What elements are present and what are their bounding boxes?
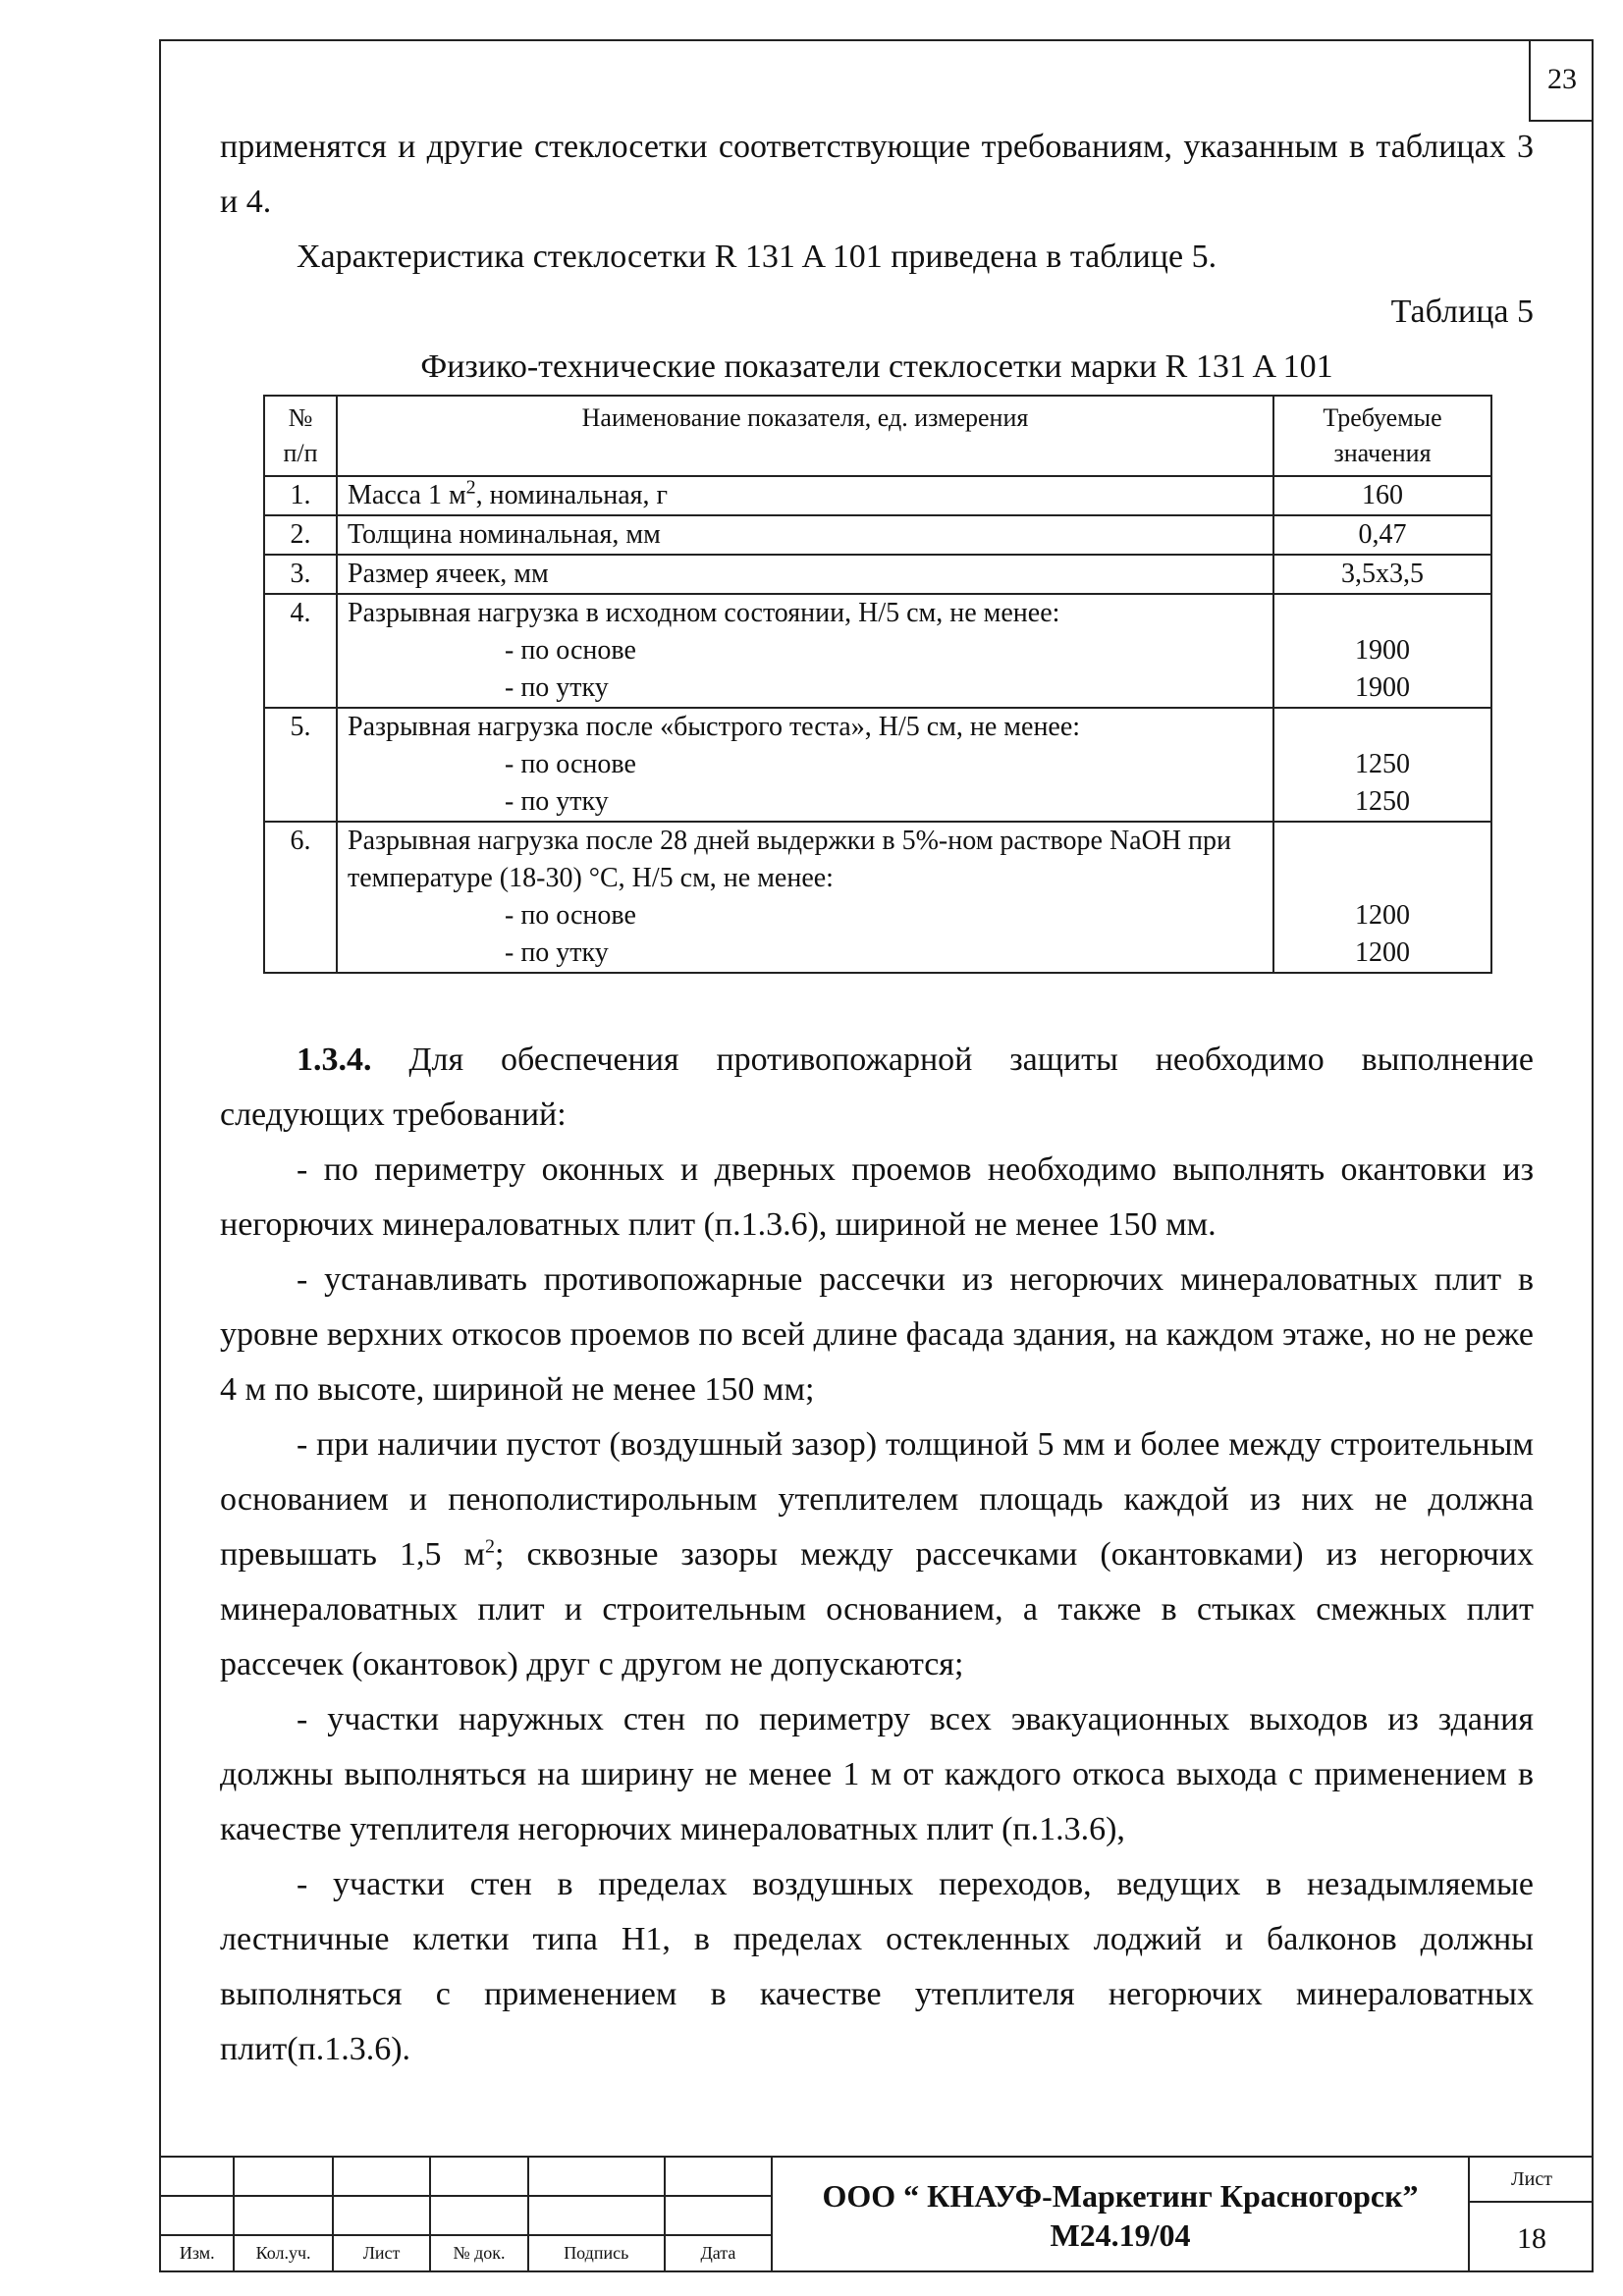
table-header-row bbox=[264, 396, 1491, 476]
sheet-label: Лист bbox=[1470, 2158, 1594, 2203]
row-name-text: Разрывная нагрузка в исходном состоянии, Н/5 см, не менее: bbox=[348, 598, 1060, 628]
row-name-text: Масса 1 м bbox=[348, 480, 466, 510]
document-code: М24.19/04 bbox=[1050, 2216, 1191, 2253]
organization-block bbox=[773, 2156, 1470, 2272]
requirement-item bbox=[220, 1417, 1534, 1692]
row-sub-value: 1200 bbox=[1355, 937, 1410, 968]
title-block bbox=[159, 2156, 1594, 2272]
row-name-text-end: , номинальная, г bbox=[475, 480, 669, 510]
col-count: Кол.уч. bbox=[234, 2235, 332, 2271]
row-value bbox=[1273, 822, 1491, 973]
requirement-text-end: ; сквозные зазоры между рассечками (окантовками) из негорючих минераловатных плит и строительным основанием, а также в стыках смежных плит рассечек (окантовок) друг с другом не допускаются; bbox=[220, 1536, 1534, 1682]
row-name bbox=[337, 594, 1273, 708]
table-title: Физико-технические показатели стеклосетки марки R 131 A 101 bbox=[420, 348, 1333, 385]
revision-header-row bbox=[160, 2235, 772, 2271]
row-name-sup: 2 bbox=[465, 476, 476, 499]
specs-table bbox=[263, 395, 1492, 974]
col-doc-number: № док. bbox=[430, 2235, 527, 2271]
section-number: 1.3.4. bbox=[297, 1041, 372, 1078]
row-value: 0,47 bbox=[1273, 515, 1491, 555]
row-sub-value: 1200 bbox=[1355, 900, 1410, 931]
header-value: Требуемые значения bbox=[1273, 396, 1491, 476]
table-row bbox=[264, 594, 1491, 708]
table-row bbox=[264, 822, 1491, 973]
row-sub-value: 1900 bbox=[1355, 635, 1410, 666]
row-value: 160 bbox=[1273, 476, 1491, 515]
sheet-block bbox=[1470, 2156, 1594, 2272]
requirement-item: - по периметру оконных и дверных проемов необходимо выполнять окантовки из негорючих минераловатных плит (п.1.3.6), шириной не менее 150 мм. bbox=[220, 1151, 1534, 1243]
row-name-text: Разрывная нагрузка после 28 дней выдержки в 5%-ном растворе NaOH при температуре (18-30) °C, Н/5 см, не менее: bbox=[348, 826, 1232, 893]
table-label: Таблица 5 bbox=[1390, 294, 1534, 330]
row-name bbox=[337, 822, 1273, 973]
row-sub-item: - по утку bbox=[505, 786, 609, 817]
row-sub-value: 1250 bbox=[1355, 786, 1410, 817]
row-number: 6. bbox=[264, 822, 337, 973]
table-row bbox=[264, 476, 1491, 515]
row-number: 4. bbox=[264, 594, 337, 708]
intro-paragraph-2: Характеристика стеклосетки R 131 A 101 приведена в таблице 5. bbox=[297, 239, 1217, 275]
row-sub-item: - по утку bbox=[505, 937, 609, 968]
row-sub-item: - по основе bbox=[505, 900, 636, 931]
row-number: 5. bbox=[264, 708, 337, 822]
row-sub-item: - по основе bbox=[505, 635, 636, 666]
row-sub-value: 1250 bbox=[1355, 749, 1410, 779]
row-name-text: Разрывная нагрузка после «быстрого теста», Н/5 см, не менее: bbox=[348, 712, 1081, 742]
row-number: 3. bbox=[264, 555, 337, 594]
section-lead bbox=[220, 1033, 1534, 1143]
requirement-item: - участки наружных стен по периметру всех эвакуационных выходов из здания должны выполняться на ширину не менее 1 м от каждого откоса выхода с применением в качестве утеплителя негорючих минераловатных плит (п.1.3.6), bbox=[220, 1701, 1534, 1847]
table-row bbox=[264, 555, 1491, 594]
col-signature: Подпись bbox=[528, 2235, 665, 2271]
row-sub-item: - по утку bbox=[505, 672, 609, 703]
row-name bbox=[337, 476, 1273, 515]
requirement-sup: 2 bbox=[485, 1535, 495, 1558]
section-lead-text: Для обеспечения противопожарной защиты необходимо выполнение следующих требований: bbox=[220, 1041, 1534, 1133]
col-change: Изм. bbox=[160, 2235, 234, 2271]
row-number: 2. bbox=[264, 515, 337, 555]
corner-page-number: 23 bbox=[1529, 39, 1594, 122]
table-row bbox=[264, 708, 1491, 822]
organization-name: ООО “ КНАУФ-Маркетинг Красногорск” bbox=[822, 2177, 1419, 2214]
col-date: Дата bbox=[665, 2235, 772, 2271]
section-text bbox=[220, 1033, 1534, 2077]
intro-text bbox=[220, 120, 1534, 395]
row-value: 3,5x3,5 bbox=[1273, 555, 1491, 594]
header-name: Наименование показателя, ед. измерения bbox=[337, 396, 1273, 476]
row-sub-value: 1900 bbox=[1355, 672, 1410, 703]
sheet-number: 18 bbox=[1517, 2221, 1546, 2255]
row-value bbox=[1273, 708, 1491, 822]
requirement-text: - при наличии пустот (воздушный зазор) толщиной 5 мм и более между строительным основанием и пенополистирольным утеплителем площадь каждой из них не должна превышать 1,5 м bbox=[220, 1426, 1534, 1573]
col-sheet: Лист bbox=[333, 2235, 431, 2271]
row-name: Размер ячеек, мм bbox=[337, 555, 1273, 594]
row-value bbox=[1273, 594, 1491, 708]
row-name: Толщина номинальная, мм bbox=[337, 515, 1273, 555]
requirement-item: - устанавливать противопожарные рассечки из негорючих минераловатных плит в уровне верхних откосов проемов по всей длине фасада здания, на каждом этаже, но не реже 4 м по высоте, шириной не менее 150 мм; bbox=[220, 1261, 1534, 1408]
row-sub-item: - по основе bbox=[505, 749, 636, 779]
table-row bbox=[264, 515, 1491, 555]
intro-paragraph-1: применятся и другие стеклосетки соответствующие требованиям, указанным в таблицах 3 и 4. bbox=[220, 129, 1534, 220]
row-number: 1. bbox=[264, 476, 337, 515]
requirement-item: - участки стен в пределах воздушных переходов, ведущих в незадымляемые лестничные клетки типа Н1, в пределах остекленных лоджий и балконов должны выполняться с применением в качестве утеплителя негорючих минераловатных плит(п.1.3.6). bbox=[220, 1866, 1534, 2067]
row-name bbox=[337, 708, 1273, 822]
revision-grid bbox=[159, 2156, 773, 2272]
header-number: № п/п bbox=[264, 396, 337, 476]
